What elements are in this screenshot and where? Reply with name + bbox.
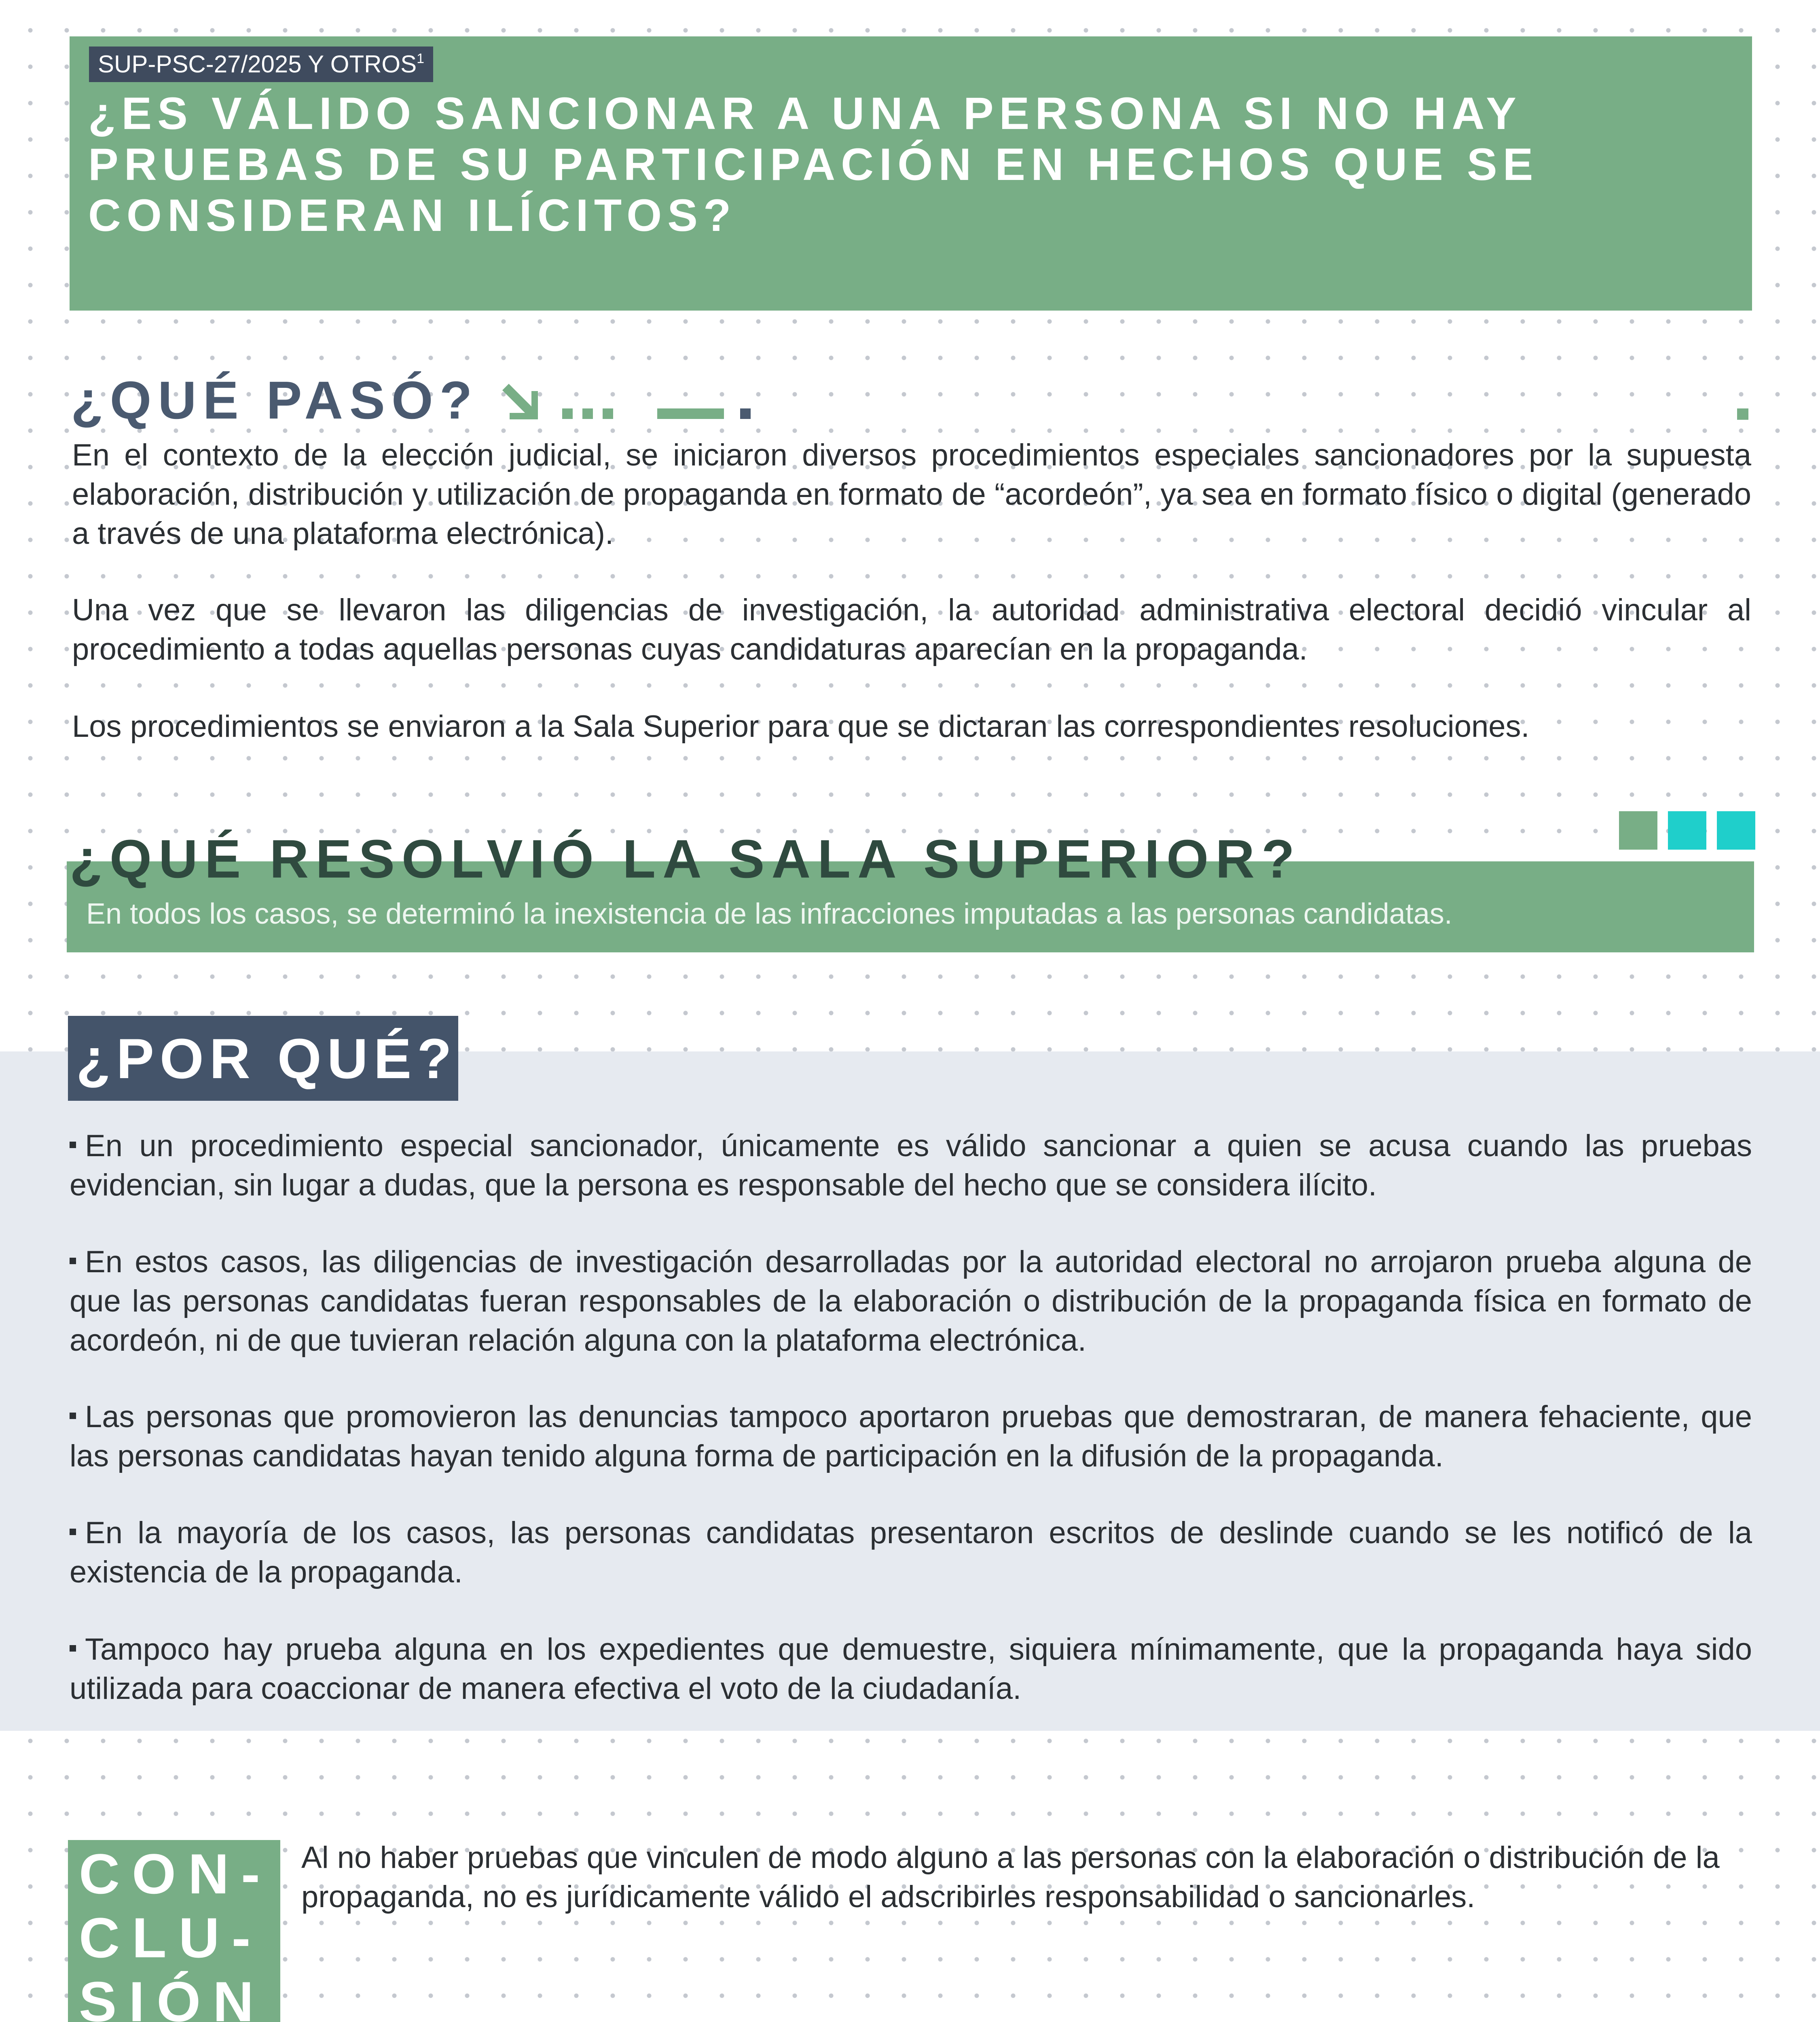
case-footnote-mark: 1 — [417, 51, 425, 66]
reason-bullet — [70, 1513, 1752, 1592]
deco-square — [1619, 811, 1657, 850]
conclusion-text: Al no haber pruebas que vinculen de modo alguno a las personas con la elaboración o distribución de la propaganda, no es jurídicamente válido el adscribirles responsabilidad o sancionarles. — [301, 1840, 1720, 1914]
conclusion-label-line: SIÓN — [79, 1970, 266, 2022]
section-heading-que-resolvio: ¿QUÉ RESOLVIÓ LA SALA SUPERIOR? — [70, 829, 1302, 889]
reason-bullet — [70, 1397, 1752, 1476]
section-heading-por-que: ¿POR QUÉ? — [76, 1027, 457, 1090]
bullet-marker — [70, 1529, 76, 1535]
arrow-down-right-icon — [501, 382, 540, 421]
que-paso-paragraph-3: Los procedimientos se enviaron a la Sala Superior para que se dictaran las correspondientes resoluciones. — [72, 709, 1530, 744]
que-paso-paragraph-1: En el contexto de la elección judicial, se iniciaron diversos procedimientos especiales sancionadores por la supuesta elaboración, distribución y utilización de propaganda en formato de “acordeón”, ya sea en formato físico o digital (generado a través de una plataforma electrónica). — [72, 438, 1751, 551]
reason-bullet — [70, 1126, 1752, 1205]
bullet-marker — [70, 1645, 76, 1652]
conclusion-label-line: CLU- — [79, 1906, 263, 1969]
resolution-text: En todos los casos, se determinó la inexistencia de las infracciones imputadas a las personas candidatas. — [86, 898, 1452, 930]
reason-text: Tampoco hay prueba alguna en los expedientes que demuestre, siquiera mínimamente, que la propaganda haya sido utilizada para coaccionar de manera efectiva el voto de la ciudadanía. — [70, 1632, 1752, 1706]
deco-bar — [657, 408, 724, 419]
reason-bullet — [70, 1630, 1752, 1708]
case-id: SUP-PSC-27/2025 Y OTROS — [98, 51, 417, 78]
reason-text: En estos casos, las diligencias de investigación desarrolladas por la autoridad electoral no arrojaron prueba alguna de que las personas candidatas fueran responsables de la elaboración o distribución de la propaganda física en formato de acordeón, ni de que tuvieran relación alguna con la plataforma electrónica. — [70, 1245, 1752, 1358]
reason-text: En un procedimiento especial sancionador, únicamente es válido sancionar a quien se acusa cuando las pruebas evidencian, sin lugar a dudas, que la persona es responsable del hecho que se considera ilícito. — [70, 1129, 1752, 1202]
deco-dot — [582, 408, 593, 419]
page-title: ¿ES VÁLIDO SANCIONAR A UNA PERSONA SI NO HAY PRUEBAS DE SU PARTICIPACIÓN EN HECHOS QUE SE CONSIDERAN ILÍCITOS? — [88, 88, 1539, 241]
conclusion-label-line: CON- — [79, 1842, 272, 1906]
deco-dot — [1737, 408, 1748, 420]
reason-bullet — [70, 1242, 1752, 1360]
bullet-marker — [70, 1413, 76, 1419]
section-heading-que-paso: ¿QUÉ PASÓ? — [71, 370, 479, 430]
bullet-marker — [70, 1258, 76, 1264]
deco-dot — [603, 408, 613, 419]
deco-square — [1717, 811, 1755, 850]
que-paso-paragraph-2: Una vez que se llevaron las diligencias de investigación, la autoridad administrativa electoral decidió vincular al procedimiento a todas aquellas personas cuyas candidaturas aparecían en la propaganda. — [72, 593, 1751, 666]
reason-text: Las personas que promovieron las denuncias tampoco aportaron pruebas que demostraran, de manera fehaciente, que las personas candidatas hayan tenido alguna forma de participación en la difusión de la propaganda. — [70, 1400, 1752, 1473]
case-id-tag — [89, 47, 433, 82]
bullet-marker — [70, 1142, 76, 1148]
deco-dot — [740, 408, 751, 419]
deco-square — [1668, 811, 1706, 850]
deco-dot — [562, 408, 573, 419]
reason-text: En la mayoría de los casos, las personas candidatas presentaron escritos de deslinde cuando se les notificó de la existencia de la propaganda. — [70, 1516, 1752, 1589]
conclusion-label — [79, 1842, 272, 2022]
